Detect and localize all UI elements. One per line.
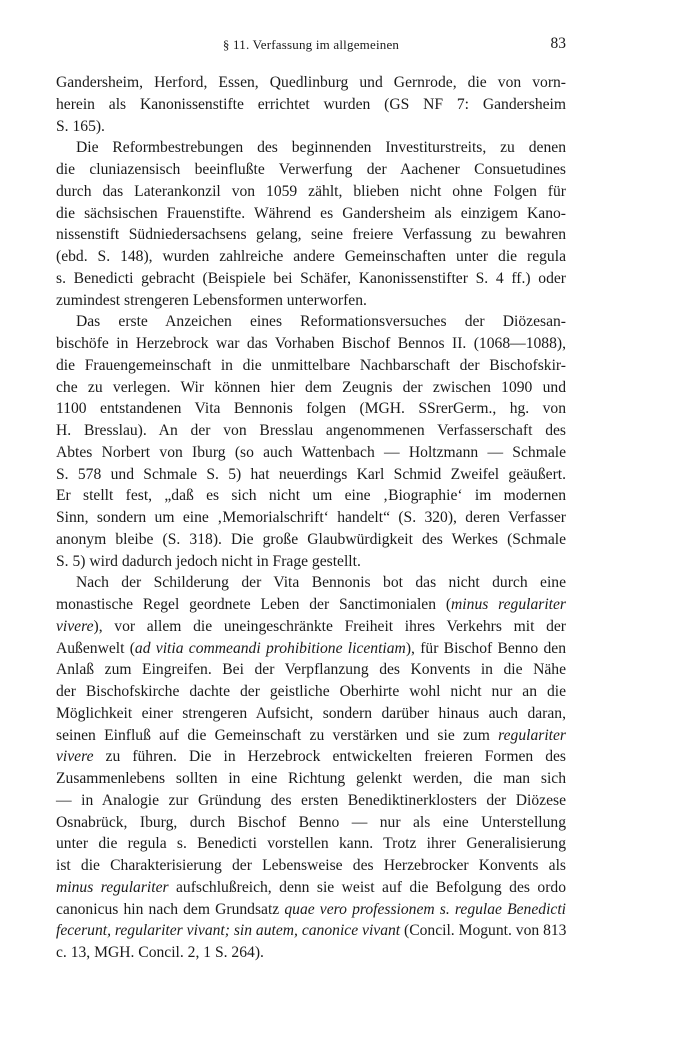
text-segment: Abtes Norbert von Iburg (so auch Wattenbach — Holtzmann — Schmale [56, 443, 566, 461]
text-segment: Möglichkeit einer strengeren Aufsicht, sondern darüber hinaus auch daran, [56, 704, 566, 722]
text-line [56, 507, 566, 529]
text-segment: (Concil. Mogunt. von 813 [400, 922, 567, 940]
text-segment: 1100 entstandenen Vita Bennonis folgen (MGH. SSrerGerm., hg. von [56, 400, 566, 418]
text-segment: ), für Bischof Benno den [405, 639, 567, 657]
text-line [56, 355, 566, 377]
text-line [56, 420, 566, 442]
text-line [56, 725, 566, 747]
text-segment: Gandersheim, Herford, Essen, Quedlinburg und Gernrode, die von vorn- [56, 74, 566, 91]
text-segment: ist die Charakterisierung der Lebensweise des Herzebrocker Konvents als [56, 857, 566, 874]
text-line [56, 116, 566, 138]
text-segment: S. 165). [56, 117, 105, 135]
text-segment: S. 578 und Schmale S. 5) hat neuerdings Karl Schmid Zweifel geäußert. [56, 465, 566, 483]
text-line [56, 768, 566, 790]
text-line [56, 659, 566, 681]
italic-text-segment: vivere [56, 617, 94, 635]
text-segment: che zu verlegen. Wir können hier dem Zeugnis der zwischen 1090 und [56, 378, 566, 396]
text-segment: Außenwelt ( [56, 639, 135, 657]
text-segment: seinen Einfluß auf die Gemeinschaft zu verstärken und sie zum [56, 726, 499, 744]
text-segment: Er stellt fest, „daß es sich nicht um eine ‚Biographie‘ im modernen [56, 487, 566, 505]
text-line [56, 877, 566, 899]
text-line [56, 203, 566, 225]
text-line [56, 224, 566, 246]
italic-text-segment: quae vero professionem s. regulae Benedicti [284, 900, 566, 918]
text-segment: Nach der Schilderung der Vita Bennonis bot das nicht durch eine [76, 574, 566, 592]
text-line [56, 616, 566, 638]
text-line [56, 377, 566, 399]
text-line [56, 812, 566, 834]
text-line [56, 572, 566, 594]
page-number: 83 [550, 35, 566, 52]
text-segment: s. Benedicti gebracht (Beispiele bei Schäfer, Kanonissenstifter S. 4 ff.) oder [56, 269, 566, 287]
text-line [56, 529, 566, 551]
text-line [56, 899, 566, 921]
text-line [56, 833, 566, 855]
text-line [56, 464, 566, 486]
text-line [56, 594, 566, 616]
text-line [56, 72, 566, 94]
text-line [56, 681, 566, 703]
text-line [56, 398, 566, 420]
text-line [56, 181, 566, 203]
text-segment: Das erste Anzeichen eines Reformationsversuches der Diözesan- [76, 313, 566, 331]
text-line [56, 246, 566, 268]
text-line [56, 311, 566, 333]
text-line [56, 551, 566, 573]
italic-text-segment: regulariter [498, 726, 566, 744]
text-segment: bischöfe in Herzebrock war das Vorhaben Bischof Bennos II. (1068—1088), [56, 335, 566, 352]
text-segment: — in Analogie zur Gründung des ersten Benediktinerklosters der Diözese [56, 791, 566, 809]
text-segment: canonicus hin nach dem Grundsatz [56, 900, 285, 918]
text-segment: nissenstift Südniedersachsens gelang, seine freiere Verfassung zu bewahren [56, 226, 566, 244]
text-segment: unter die regula s. Benedicti vorstellen kann. Trotz ihrer Generalisierung [56, 835, 566, 853]
body-text [56, 72, 566, 964]
text-segment: herein als Kanonissenstifte errichtet wurden (GS NF 7: Gandersheim [56, 95, 566, 113]
text-line [56, 855, 566, 877]
text-segment: zumindest strengeren Lebensformen unterworfen. [56, 291, 367, 309]
text-line [56, 920, 566, 942]
text-line [56, 638, 566, 660]
text-segment: (ebd. S. 148), wurden zahlreiche andere Gemeinschaften unter die regula [56, 248, 566, 265]
text-segment: c. 13, MGH. Concil. 2, 1 S. 264). [56, 944, 264, 961]
italic-text-segment: fecerunt, regulariter vivant; sin autem, canonice vivant [56, 922, 401, 940]
text-segment: Die Reformbestrebungen des beginnenden Investiturstreits, zu denen [76, 139, 566, 157]
text-line [56, 268, 566, 290]
text-segment: Sinn, sondern um eine ‚Memorialschrift‘ handelt“ (S. 320), deren Verfasser [56, 509, 566, 526]
text-line [56, 333, 566, 355]
text-segment: die Frauengemeinschaft in die unmittelbare Nachbarschaft der Bischofskir- [56, 356, 566, 374]
italic-text-segment: minus regulariter [56, 878, 169, 896]
italic-text-segment: minus regulariter [451, 596, 566, 613]
text-segment: zu führen. Die in Herzebrock entwickelten freieren Formen des [93, 748, 566, 766]
text-segment: aufschlußreich, denn sie weist auf die Befolgung des ordo [168, 878, 566, 896]
text-segment: Osnabrück, Iburg, durch Bischof Benno — nur als eine Unterstellung [56, 813, 566, 831]
text-line [56, 137, 566, 159]
text-segment: anonym bleibe (S. 318). Die große Glaubwürdigkeit des Werkes (Schmale [56, 530, 566, 548]
text-segment: Zusammenlebens sollten in eine Richtung gelenkt werden, die man sich [56, 770, 566, 787]
text-line [56, 290, 566, 312]
text-segment: der Bischofskirche dachte der geistliche Oberhirte wohl nicht nur an die [56, 683, 566, 700]
text-segment: Anlaß zum Eingreifen. Bei der Verpflanzung des Konvents in die Nähe [56, 661, 566, 679]
italic-text-segment: vivere [56, 748, 94, 766]
text-line [56, 442, 566, 464]
running-header [56, 37, 566, 59]
text-line [56, 94, 566, 116]
text-segment: S. 5) wird dadurch jedoch nicht in Frage gestellt. [56, 552, 361, 570]
text-line [56, 790, 566, 812]
text-segment: H. Bresslau). An der von Bresslau angenommenen Verfasserschaft des [56, 422, 566, 439]
running-title: § 11. Verfassung im allgemeinen [222, 37, 400, 52]
text-segment: ), vor allem die uneingeschränkte Freiheit ihres Verkehrs mit der [93, 617, 566, 635]
text-line [56, 159, 566, 181]
text-line [56, 703, 566, 725]
text-segment: die sächsischen Frauenstifte. Während es Gandersheim als einzigem Kano- [56, 204, 566, 222]
text-segment: die cluniazensisch beeinflußte Verwerfung der Aachener Consuetudines [56, 161, 566, 178]
text-line [56, 485, 566, 507]
text-line [56, 942, 566, 964]
text-segment: durch das Laterankonzil von 1059 zählt, blieben nicht ohne Folgen für [56, 182, 566, 200]
italic-text-segment: ad vitia commeandi prohibitione licentiam [134, 639, 406, 657]
text-segment: monastische Regel geordnete Leben der Sanctimonialen ( [56, 596, 452, 613]
text-line [56, 746, 566, 768]
